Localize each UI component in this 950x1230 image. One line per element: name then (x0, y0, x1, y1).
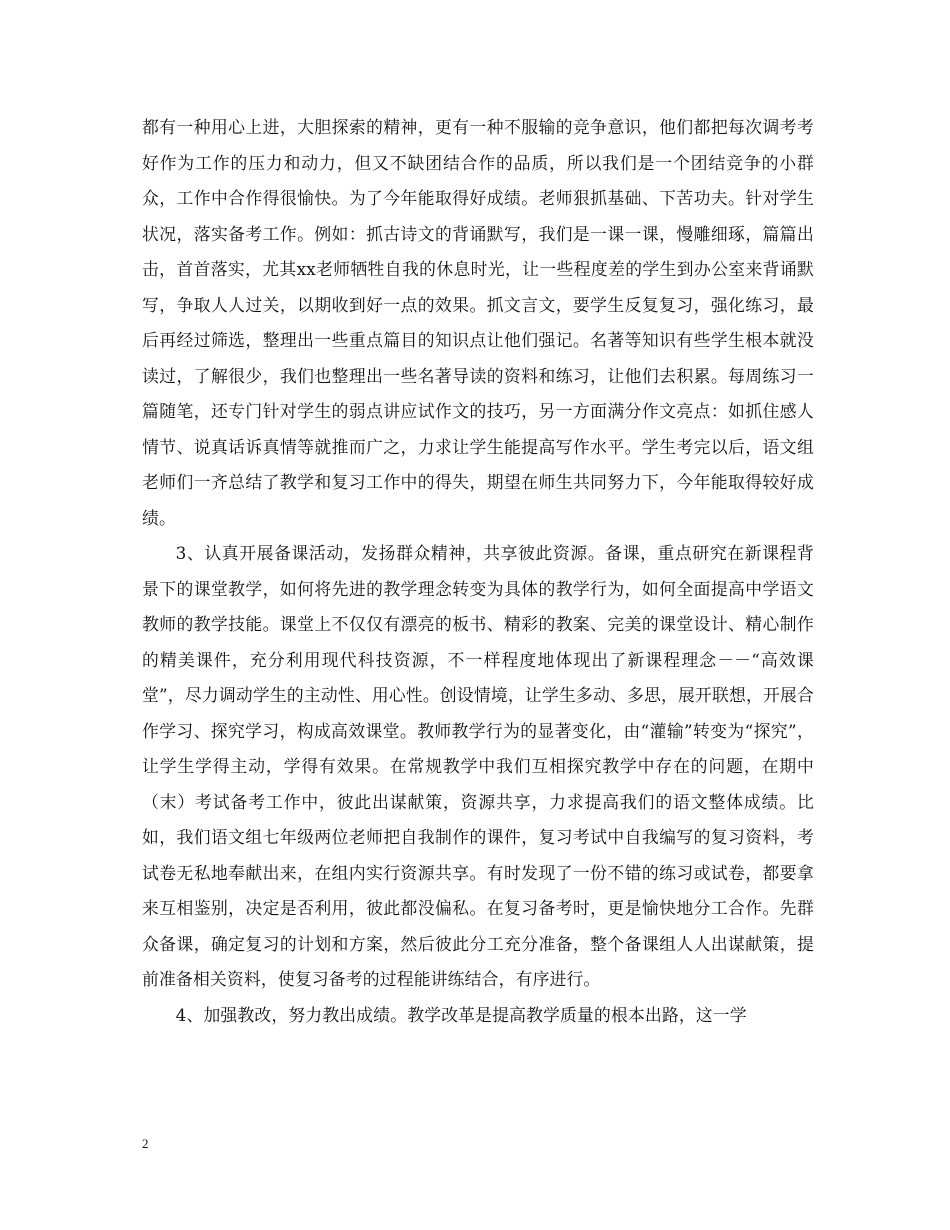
paragraph-item-4: 4、加强教改，努力教出成绩。教学改革是提高教学质量的根本出路，这一学 (175, 1004, 747, 1025)
body-text (142, 110, 814, 1033)
page-number: 2 (142, 1136, 149, 1151)
paragraph-continued: 都有一种用心上进，大胆探索的精神，更有一种不服输的竞争意识，他们都把每次调考考好作为工作的压力和动力，但又不缺团结合作的品质，所以我们是一个团结竞争的小群众，工作中合作得很愉快。为了今年能取得好成绩。老师狠抓基础、下苦功夫。针对学生状况，落实备考工作。例如：抓古诗文的背诵默写，我们是一课一课，慢雕细琢，篇篇出击，首首落实，尤其xx老师牺牲自我的休息时光，让一些程度差的学生到办公室来背诵默写，争取人人过关，以期收到好一点的效果。抓文言文，要学生反复复习，强化练习，最后再经过筛选，整理出一些重点篇目的知识点让他们强记。名著等知识有些学生根本就没读过，了解很少，我们也整理出一些名著导读的资料和练习，让他们去积累。每周练习一篇随笔，还专门针对学生的弱点讲应试作文的技巧，另一方面满分作文亮点：如抓住感人情节、说真话诉真情等就推而广之，力求让学生能提高写作水平。学生考完以后，语文组老师们一齐总结了教学和复习工作中的得失，期望在师生共同努力下，今年能取得较好成绩。 (142, 117, 814, 528)
paragraph-item-3: 3、认真开展备课活动，发扬群众精神，共享彼此资源。备课，重点研究在新课程背景下的课堂教学，如何将先进的教学理念转变为具体的教学行为，如何全面提高中学语文教师的教学技能。课堂上不仅仅有漂亮的板书、精彩的教案、完美的课堂设计、精心制作的精美课件，充分利用现代科技资源，不一样程度地体现出了新课程理念－－“高效课堂”，尽力调动学生的主动性、用心性。创设情境，让学生多动、多思，展开联想，开展合作学习、探究学习，构成高效课堂。教师教学行为的显著变化，由“灌输”转变为“探究”，让学生学得主动，学得有效果。在常规教学中我们互相探究教学中存在的问题，在期中（末）考试备考工作中，彼此出谋献策，资源共享，力求提高我们的语文整体成绩。比如，我们语文组七年级两位老师把自我制作的课件，复习考试中自我编写的复习资料，考试卷无私地奉献出来，在组内实行资源共享。有时发现了一份不错的练习或试卷，都要拿来互相鉴别，决定是否利用，彼此都没偏私。在复习备考时，更是愉快地分工合作。先群众备课，确定复习的计划和方案，然后彼此分工充分准备，整个备课组人人出谋献策，提前准备相关资料，使复习备考的过程能讲练结合，有序进行。 (142, 543, 814, 989)
